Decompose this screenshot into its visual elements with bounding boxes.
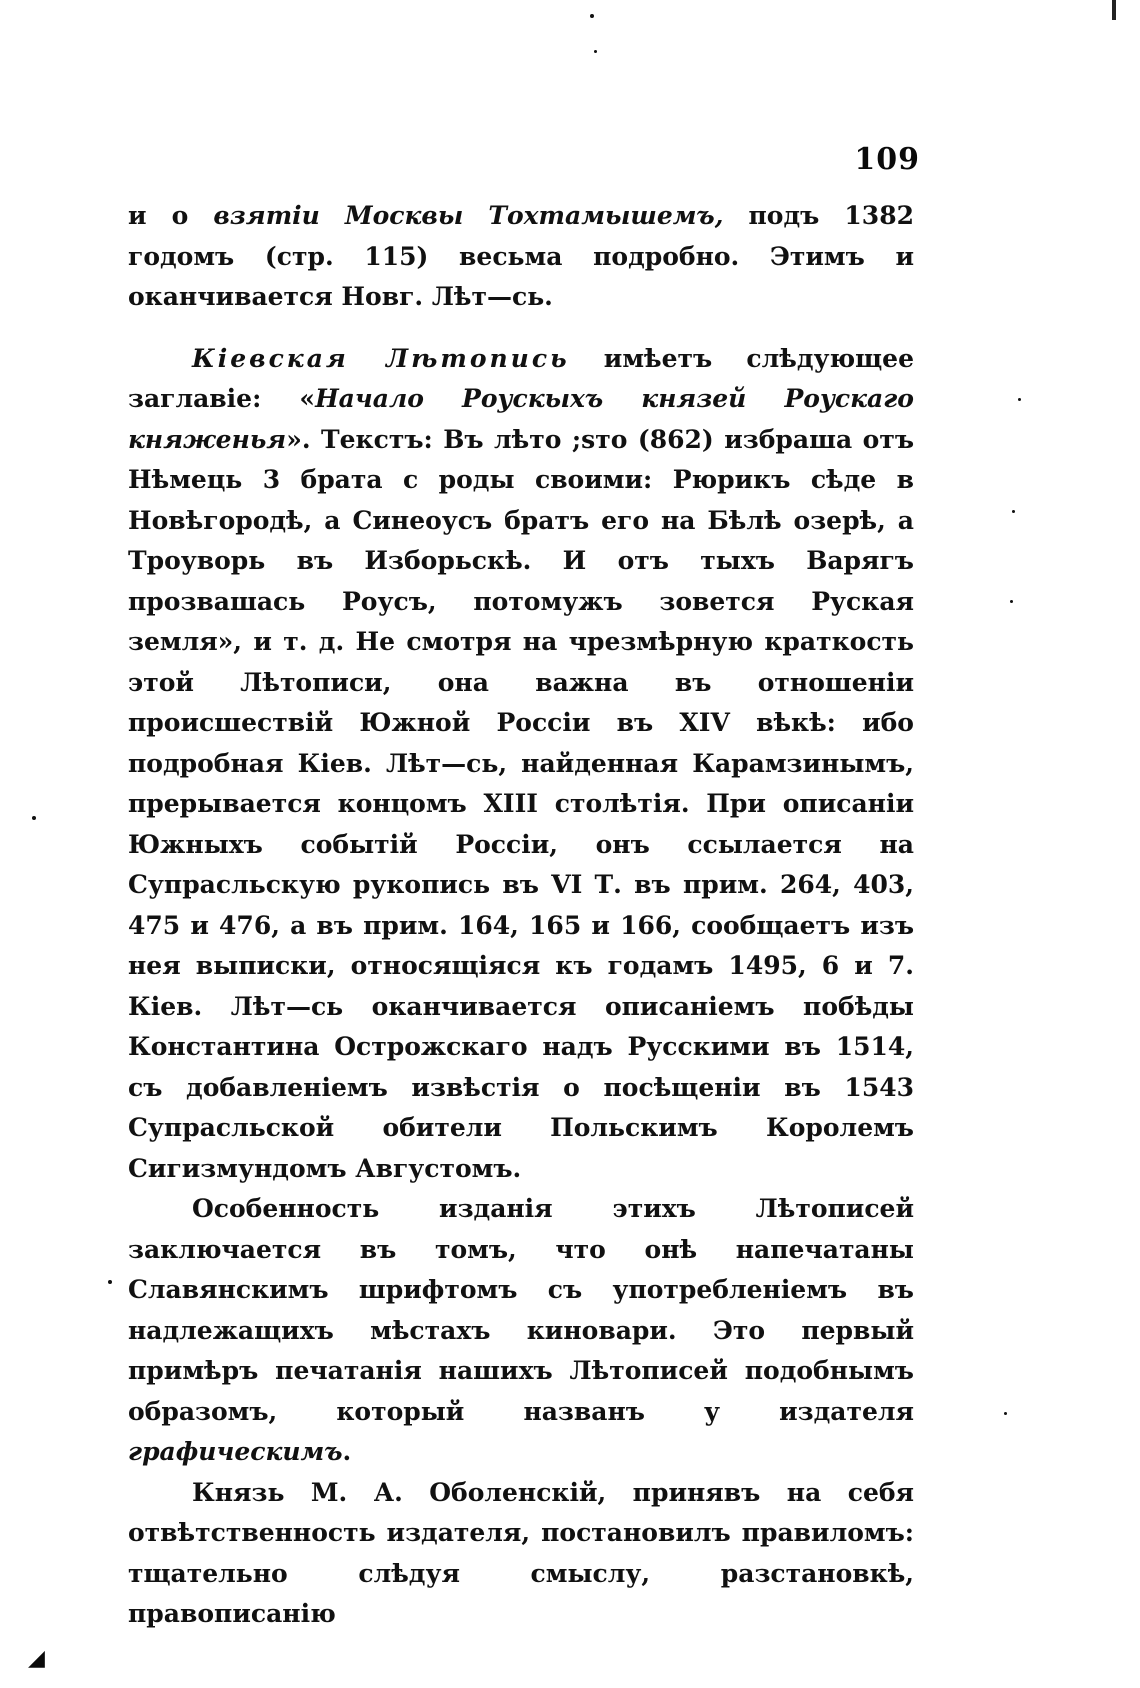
paragraph-2-lead: Кіевская Лѣтопись [192, 343, 570, 373]
paragraph-3-end: . [342, 1437, 352, 1466]
scan-speck [1018, 398, 1021, 401]
paragraph-1-rest: подъ 1382 годомъ (стр. 115) весьма подробно. Этимъ и оканчивается Новг. Лѣт—сь. [128, 201, 914, 311]
paragraph-2-text-2: ». Текстъ: Въ лѣто ;ѕто (862) избраша отъ Нѣмець 3 брата с роды своими: Рюрикъ сѣде в Новѣгородѣ, а Синеоусъ братъ его на Бѣлѣ озерѣ, а Троуворь въ Изборьскѣ. И отъ тыхъ Варягъ прозвашась Роусъ, потомужъ зовется Руская земля», и т. д. Не смотря на чрезмѣрную краткость этой Лѣтописи, она важна въ отношеніи происшествій Южной Россіи въ XIV вѣкѣ: ибо подробная Кіев. Лѣт—сь, найденная Карамзинымъ, прерывается концомъ XIII столѣтія. При описаніи Южныхъ событій Россіи, онъ ссылается на Супрасльскую рукопись въ VI Т. въ прим. 264, 403, 475 и 476, а въ прим. 164, 165 и 166, сообщаетъ изъ нея выписки, относящіяся къ годамъ 1495, 6 и 7. Кіев. Лѣт—сь оканчивается описаніемъ побѣды Константина Острожскаго надъ Русскими въ 1514, съ добавленіемъ извѣстія о посѣщеніи въ 1543 Супрасльской обители Польскимъ Королемъ Сигизмундомъ Августомъ. [128, 424, 914, 1183]
paragraph-4 [128, 1473, 914, 1635]
scan-speck [1012, 510, 1015, 513]
scan-speck [1004, 1412, 1007, 1415]
scan-speck [32, 816, 36, 820]
paragraph-3-text: Особенность изданія этихъ Лѣтописей заключается въ томъ, что онѣ напечатаны Славянскимъ шрифтомъ съ употребленіемъ въ надлежащихъ мѣстахъ киновари. Это первый примѣръ печатанія нашихъ Лѣтописей подобнымъ образомъ, который названъ у издателя [128, 1194, 914, 1426]
paragraph-1-italic: взятіи Москвы Тохтамышемъ, [213, 201, 724, 230]
paragraph-1-start: и о [128, 201, 214, 230]
paragraph-2-text-1: имѣетъ слѣдующее заглавіе: « [128, 343, 914, 413]
scan-speck [108, 1280, 112, 1284]
paragraph-1 [128, 196, 914, 318]
paragraph-4-text: Князь М. А. Оболенскій, принявъ на себя отвѣтственность издателя, постановилъ правиломъ: тщательно слѣдуя смыслу, разстановкѣ, правописанію [128, 1477, 914, 1628]
scan-corner-mark: ◢ [28, 1646, 45, 1671]
scan-edge-mark [1112, 0, 1116, 20]
paragraph-3-italic: графическимъ [128, 1437, 343, 1466]
body-text [128, 196, 914, 1635]
scan-speck [590, 14, 594, 18]
scan-speck [1010, 600, 1013, 603]
scan-speck [594, 50, 597, 53]
paragraph-3 [128, 1189, 914, 1473]
paragraph-2 [128, 339, 914, 1190]
page-number: 109 [854, 142, 920, 177]
paragraph-2-title: Начало Роускыхъ князей Роускаго княженья [128, 384, 914, 454]
